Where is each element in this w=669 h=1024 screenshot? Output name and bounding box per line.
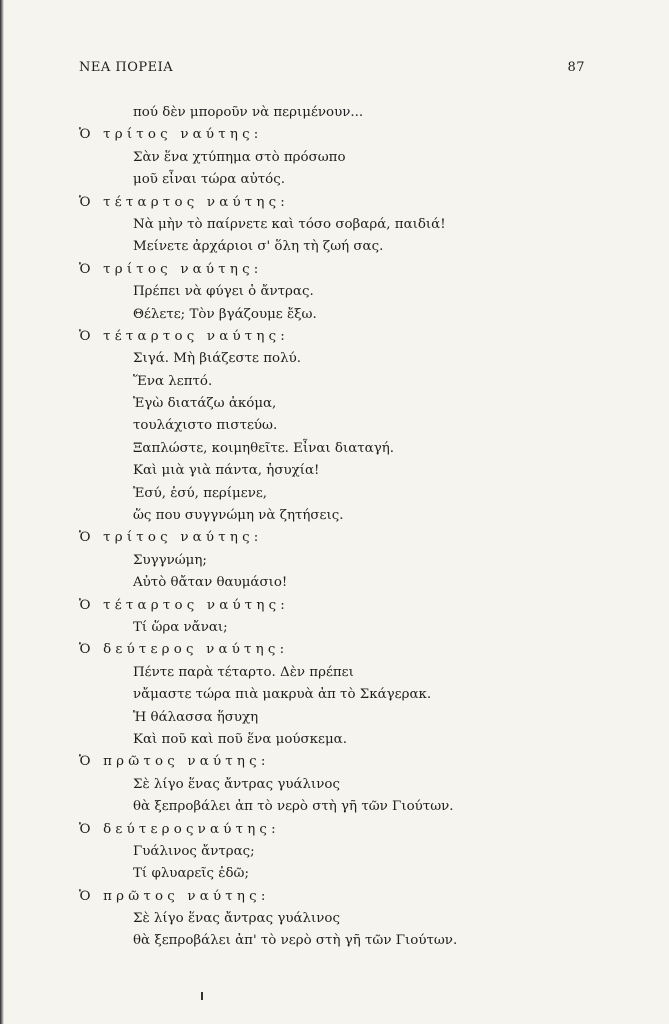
verse-line: νἄμαστε τώρα πιὰ μακρυὰ ἀπ τὸ Σκάγερακ. [133,687,432,703]
speaker-name: Ὁ τέταρτος ναύτης: [79,328,290,344]
verse-line: Καὶ ποῦ καὶ ποῦ ἕνα μούσκεμα. [133,731,347,747]
running-title: ΝΕΑ ΠΟΡΕΙΑ [79,60,174,75]
speaker-label [0,819,669,841]
speaker-label [0,124,669,146]
speaker-name: Ὁ δεύτεροςναύτης: [79,821,280,837]
speaker-name: Ὁ τέταρτος ναύτης: [79,597,290,613]
verse-line: Σὰν ἕνα χτύπημα στὸ πρόσωπο [133,149,346,165]
verse-line: Θέλετε; Τὸν βγάζουμε ἔξω. [133,306,317,322]
verse-line: Τί ὥρα νἄναι; [133,619,228,635]
verse-line: μοῦ εἶναι τώρα αὐτός. [133,172,285,188]
verse-line: θὰ ξεπροβάλει ἀπ' τὸ νερὸ στὴ γῆ τῶν Γιούτων. [133,933,458,949]
running-header [79,60,585,75]
verse-line: Σὲ λίγο ἕνας ἄντρας γυάλινος [133,776,340,792]
play-text [0,102,669,953]
verse-line: Πρέπει νὰ φύγει ὁ ἄντρας. [133,284,314,300]
verse-line: Νὰ μὴν τὸ παίρνετε καὶ τόσο σοβαρά, παιδιά! [133,216,446,232]
verse-line: Μείνετε ἀρχάριοι σ' ὅλη τὴ ζωή σας. [133,239,384,255]
speaker-name: Ὁ τρίτος ναύτης: [79,127,263,143]
verse-line: Ξαπλώστε, κοιμηθεῖτε. Εἶναι διαταγή. [133,440,394,456]
verse-line: Ἕνα λεπτό. [133,373,213,389]
speaker-label [0,751,669,773]
stray-mark [201,992,203,1000]
speaker-name: Ὁ τέταρτος ναύτης: [79,194,290,210]
verse-line: Σιγά. Μὴ βιάζεστε πολύ. [133,351,301,367]
verse-line: Σὲ λίγο ἕνας ἄντρας γυάλινος [133,911,340,927]
verse-line: Τί φλυαρεῖς ἐδῶ; [133,866,249,882]
page-number: 87 [567,60,585,75]
verse-line: Ἐγὼ διατάζω ἀκόμα, [133,396,277,412]
speaker-label [0,259,669,281]
speaker-label [0,192,669,214]
verse-line: πού δὲν μποροῦν νὰ περιμένουν... [133,105,364,120]
verse-line: Συγγνώμη; [133,552,207,568]
verse-line: ὥς που συγγνώμη νὰ ζητήσεις. [133,508,344,524]
speaker-label [0,886,669,908]
verse-line: Καὶ μιὰ γιὰ πάντα, ἡσυχία! [133,463,320,479]
speaker-name: Ὁ πρῶτος ναύτης: [79,754,270,770]
speaker-label [0,639,669,661]
speaker-name: Ὁ δεύτερος ναύτης: [79,642,289,658]
speaker-name: Ὁ τρίτος ναύτης: [79,530,263,546]
speaker-label [0,527,669,549]
verse-line: Πέντε παρὰ τέταρτο. Δὲν πρέπει [133,664,354,680]
verse-line: Γυάλινος ἄντρας; [133,843,255,859]
speaker-name: Ὁ τρίτος ναύτης: [79,261,263,277]
verse-line: τουλάχιστο πιστεύω. [133,418,278,434]
speaker-label [0,326,669,348]
speaker-label [0,595,669,617]
verse-line: Αὐτὸ θἄταν θαυμάσιο! [133,575,288,591]
verse-line: θὰ ξεπροβάλει ἀπ τὸ νερὸ στὴ γῆ τῶν Γιούτων. [133,799,454,815]
verse-line: Ἡ θάλασσα ἥσυχη [133,709,259,725]
speaker-name: Ὁ πρῶτος ναύτης: [79,888,270,904]
verse-line: Ἐσύ, ἐσύ, περίμενε, [133,485,268,501]
